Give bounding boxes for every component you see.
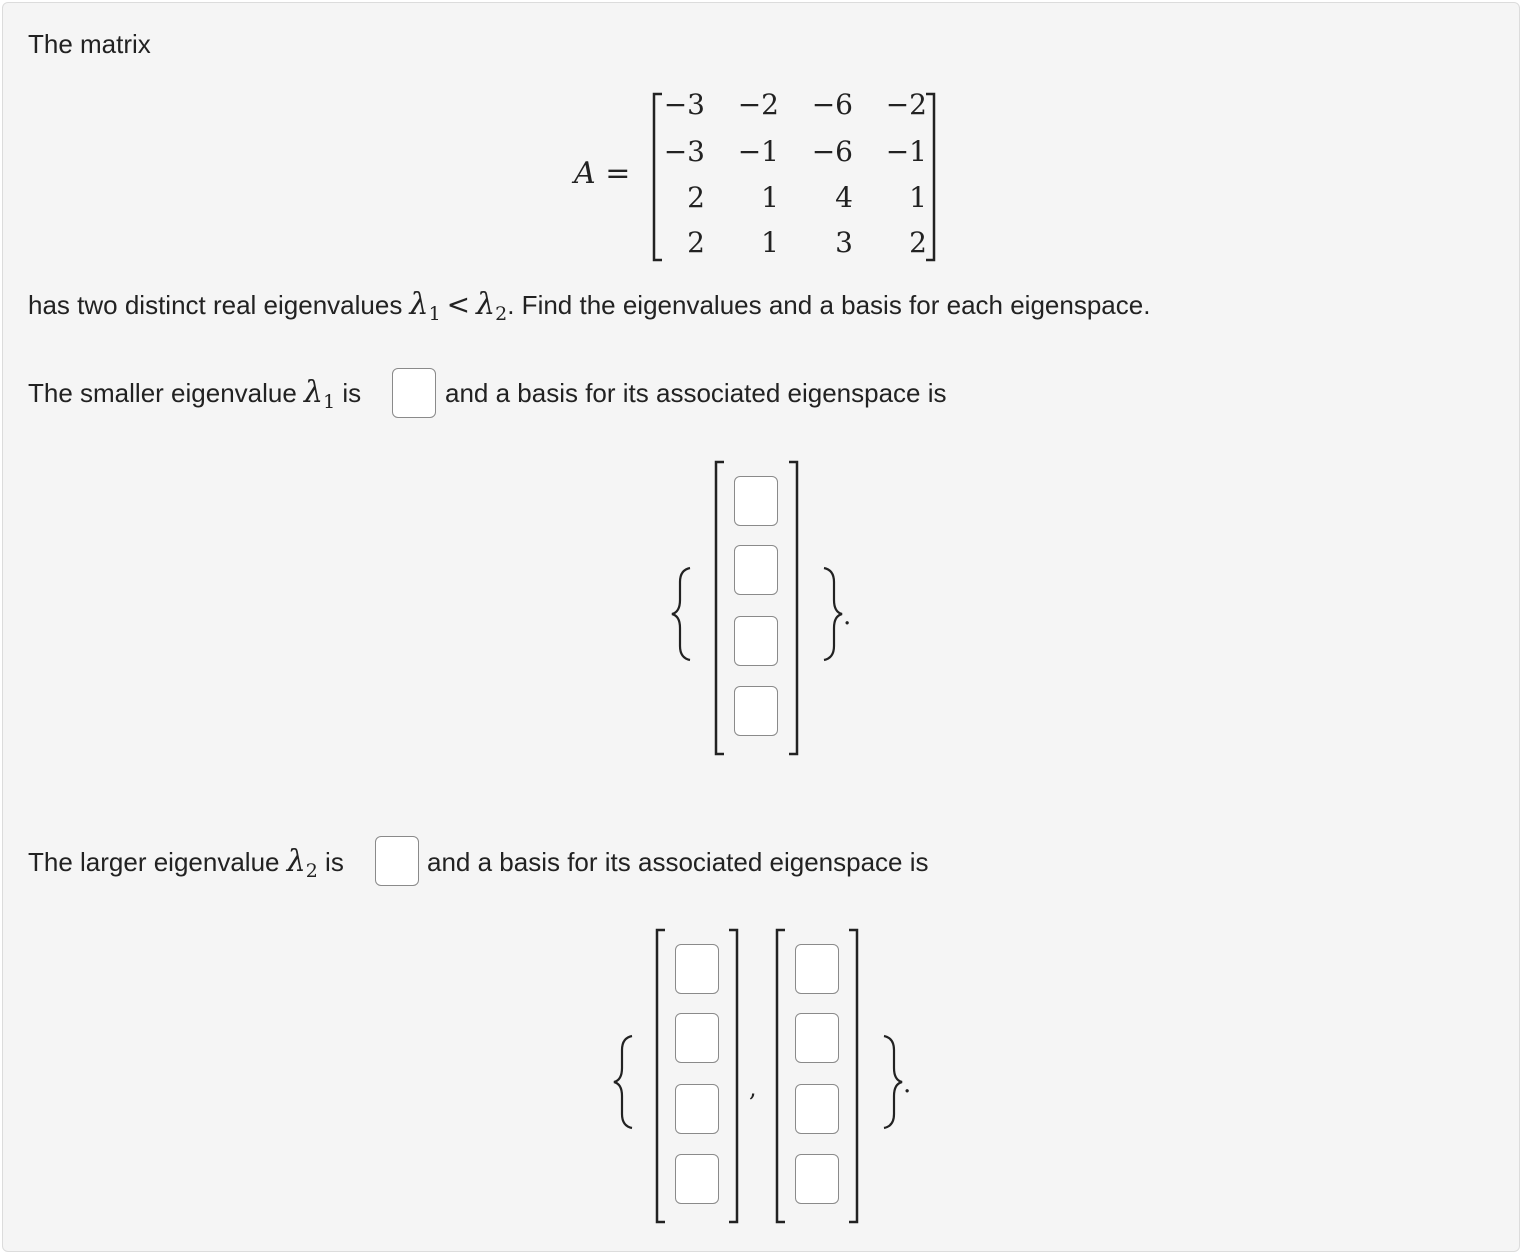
matrix-cell: 1 [909, 181, 927, 214]
lambda-subscript: 1 [428, 303, 441, 325]
statement-before: has two distinct real eigenvalues [28, 290, 410, 320]
matrix-cell: −6 [811, 88, 853, 121]
vec3-entry1-input[interactable] [795, 944, 839, 994]
part2-before: The larger eigenvalue [28, 847, 287, 877]
vec2-entry3-input[interactable] [675, 1084, 719, 1134]
vec2-entry2-input[interactable] [675, 1013, 719, 1063]
vec3-entry4-input[interactable] [795, 1154, 839, 1204]
lambda-symbol: λ [409, 287, 429, 322]
lambda-subscript: 2 [305, 860, 318, 882]
matrix-cell: −1 [737, 135, 779, 168]
matrix-cell: 2 [687, 226, 705, 259]
matrix-cell: 1 [761, 181, 779, 214]
part1-before: The smaller eigenvalue [28, 378, 305, 408]
set1-period: . [843, 601, 852, 631]
vec2-entry1-input[interactable] [675, 944, 719, 994]
set2-right-brace [884, 1036, 902, 1128]
vec2-right-bracket [729, 930, 737, 1222]
part2-is: is [317, 847, 344, 877]
lambda-symbol: λ [286, 844, 306, 879]
matrix-cell: 1 [761, 226, 779, 259]
part1-eigenspace-text: and a basis for its associated eigenspace is [445, 378, 947, 408]
set2-period: . [903, 1069, 912, 1099]
statement-after: . Find the eigenvalues and a basis for each eigenspace. [507, 290, 1151, 320]
lambda-subscript: 1 [323, 391, 336, 413]
matrix-cell: −2 [885, 88, 927, 121]
matrix-variable: A [574, 156, 596, 191]
matrix-cell: 2 [687, 181, 705, 214]
set2-left-brace [614, 1036, 632, 1128]
vec3-entry3-input[interactable] [795, 1084, 839, 1134]
vec3-entry2-input[interactable] [795, 1013, 839, 1063]
matrix-cell: 3 [835, 226, 853, 259]
part2-eigenspace-text: and a basis for its associated eigenspace is [427, 847, 929, 877]
intro-text: The matrix [28, 29, 151, 59]
lambda-symbol: λ [476, 287, 496, 322]
matrix-cell: −2 [737, 88, 779, 121]
vec2-left-bracket [657, 930, 665, 1222]
matrix-equals: = [605, 156, 631, 191]
part1-is: is [335, 378, 362, 408]
matrix-cell: −3 [663, 135, 705, 168]
vec2-entry4-input[interactable] [675, 1154, 719, 1204]
matrix-cell: 2 [909, 226, 927, 259]
matrix-cell: −6 [811, 135, 853, 168]
less-than-symbol: < [446, 288, 471, 321]
vec3-right-bracket [849, 930, 857, 1222]
matrix-cell: 4 [835, 181, 853, 214]
lambda-subscript: 2 [495, 303, 508, 325]
vector-separator-comma: , [749, 1074, 757, 1102]
vec3-left-bracket [777, 930, 785, 1222]
lambda-symbol: λ [304, 375, 324, 410]
matrix-cell: −3 [663, 88, 705, 121]
matrix-cell: −1 [885, 135, 927, 168]
